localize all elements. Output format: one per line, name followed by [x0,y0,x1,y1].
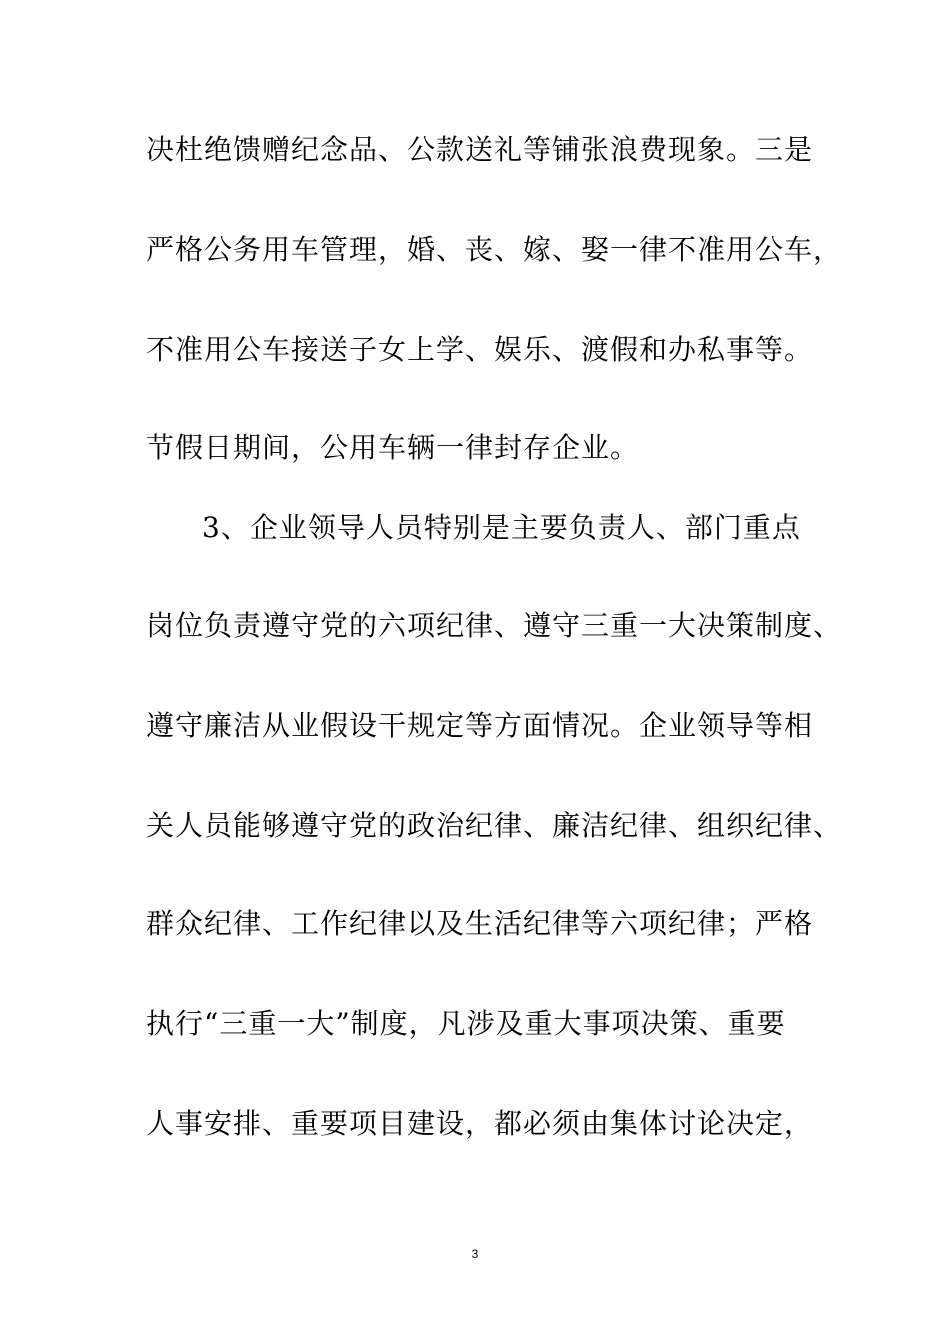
text-line-2: 严格公务用车管理，婚、丧、嫁、娶一律不准用公车， [146,233,843,266]
text-line-10: 执行“三重一大”制度，凡涉及重大事项决策、重要 [146,1007,786,1040]
text-line-8: 关人员能够遵守党的政治纪律、廉洁纪律、组织纪律、 [146,809,843,842]
text-line-6: 岗位负责遵守党的六项纪律、遵守三重一大决策制度、 [146,609,843,642]
text-line-5: 3、企业领导人员特别是主要负责人、部门重点 [202,511,801,544]
text-line-3: 不准用公车接送子女上学、娱乐、渡假和办私事等。 [146,333,814,366]
text-line-1: 决杜绝馈赠纪念品、公款送礼等铺张浪费现象。三是 [146,133,814,166]
text-line-11: 人事安排、重要项目建设，都必须由集体讨论决定， [146,1107,814,1140]
text-line-9: 群众纪律、工作纪律以及生活纪律等六项纪律；严格 [146,907,814,940]
text-line-7: 遵守廉洁从业假设干规定等方面情况。企业领导等相 [146,709,814,742]
page-number: 3 [471,1247,479,1261]
text-line-4: 节假日期间，公用车辆一律封存企业。 [146,431,640,464]
